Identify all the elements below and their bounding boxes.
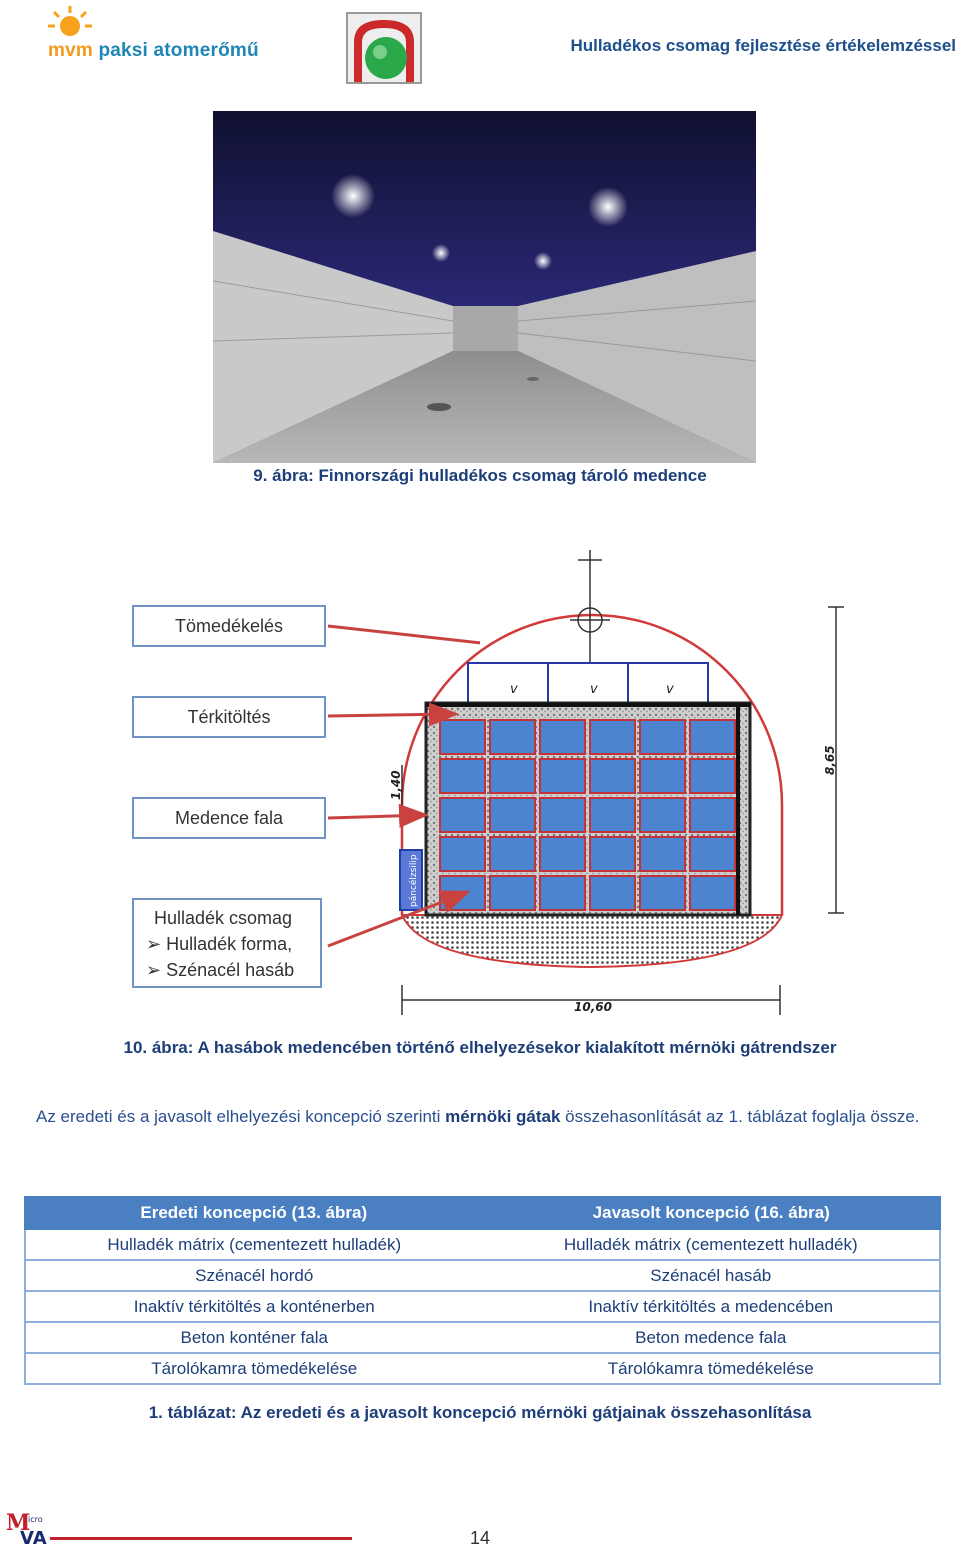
comparison-table — [24, 1196, 941, 1385]
table-row: Hulladék mátrix (cementezett hulladék) Hulladék mátrix (cementezett hulladék) — [25, 1229, 940, 1260]
waste-block — [540, 759, 585, 793]
waste-block — [640, 837, 685, 871]
table-row: Beton konténer fala Beton medence fala — [25, 1322, 940, 1353]
table-row: Tárolókamra tömedékelése Tárolókamra tömedékelése — [25, 1353, 940, 1384]
microva-logo — [6, 1508, 56, 1546]
waste-block — [490, 720, 535, 754]
waste-block — [590, 798, 635, 832]
waste-block — [590, 876, 635, 910]
label-medence-fala: Medence fala — [132, 797, 326, 839]
box-mark: v — [666, 682, 674, 697]
arrow-bullet-icon: ➢ — [146, 934, 167, 954]
svg-text:icro: icro — [28, 1515, 43, 1524]
csomag-item: ➢ Hulladék forma, — [146, 934, 293, 954]
figure10-caption: 10. ábra: A hasábok medencében történő elhelyezésekor kialakított mérnöki gátrendszer — [123, 1038, 837, 1057]
table-row: Szénacél hordó Szénacél hasáb — [25, 1260, 940, 1291]
mvm-logo — [40, 4, 102, 44]
page-number: 14 — [470, 1528, 491, 1548]
waste-block — [540, 798, 585, 832]
waste-block — [690, 798, 735, 832]
table-header: Javasolt koncepció (16. ábra) — [483, 1197, 941, 1229]
table-row: Inaktív térkitöltés a konténerben Inaktív térkitöltés a medencében — [25, 1291, 940, 1322]
waste-block — [640, 759, 685, 793]
waste-block — [490, 798, 535, 832]
svg-text:M: M — [6, 1510, 31, 1536]
waste-block — [640, 798, 685, 832]
waste-block — [490, 759, 535, 793]
waste-block — [540, 720, 585, 754]
waste-block — [590, 759, 635, 793]
partner-logo — [346, 12, 422, 84]
tunnel-photo — [213, 111, 756, 463]
csomag-title: Hulladék csomag — [154, 908, 293, 928]
waste-block — [690, 759, 735, 793]
brand-text: mvm paksi atomerőmű — [48, 40, 259, 61]
csomag-item: ➢ Szénacél hasáb — [146, 960, 295, 980]
waste-block — [590, 720, 635, 754]
box-mark: v — [510, 682, 518, 697]
body-paragraph: Az eredeti és a javasolt elhelyezési koncepció szerinti mérnöki gátak összehasonlítását az 1. táblázat foglalja össze. — [36, 1107, 920, 1126]
dim-height: 8,65 — [823, 745, 837, 775]
side-label: páncélzsilip — [409, 854, 419, 907]
waste-block — [540, 876, 585, 910]
dim-width: 10,60 — [574, 1000, 612, 1014]
waste-block — [640, 876, 685, 910]
header-title: Hulladékos csomag fejlesztése értékelemzéssel — [570, 36, 956, 55]
waste-block — [490, 837, 535, 871]
waste-block — [490, 876, 535, 910]
box-mark: v — [590, 682, 598, 697]
label-tomedekeles: Tömedékelés — [132, 605, 326, 647]
waste-block — [690, 837, 735, 871]
label-hulladek-csomag — [132, 898, 322, 988]
table-caption: 1. táblázat: Az eredeti és a javasolt koncepció mérnöki gátjainak összehasonlítása — [148, 1403, 812, 1422]
label-terkitoltes: Térkitöltés — [132, 696, 326, 738]
footer-line — [50, 1537, 352, 1540]
figure9-caption: 9. ábra: Finnországi hulladékos csomag tároló medence — [253, 466, 707, 485]
svg-text:VA: VA — [20, 1528, 47, 1546]
waste-block — [590, 837, 635, 871]
arrow-bullet-icon: ➢ — [146, 960, 167, 980]
table-header: Eredeti koncepció (13. ábra) — [25, 1197, 483, 1229]
waste-block — [640, 720, 685, 754]
waste-block — [690, 876, 735, 910]
dim-layer: 1,40 — [389, 770, 403, 800]
waste-block — [540, 837, 585, 871]
waste-block — [690, 720, 735, 754]
label-arrows — [320, 600, 480, 960]
